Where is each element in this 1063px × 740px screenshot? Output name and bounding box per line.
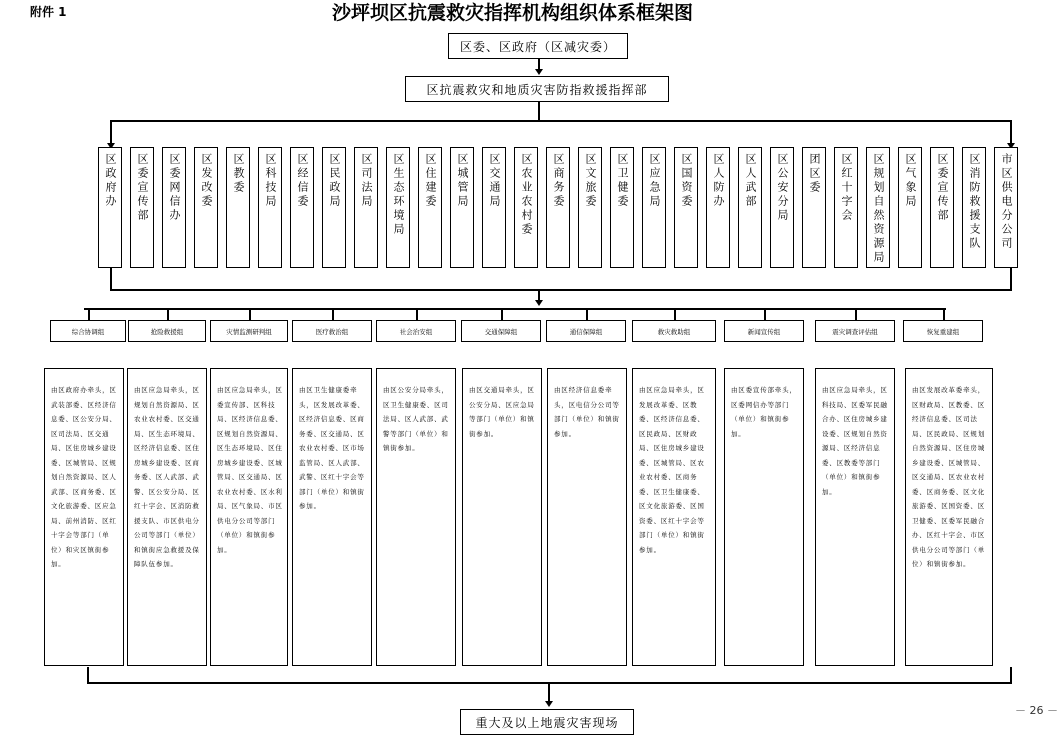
working-group-box: 社会治安组 <box>376 320 456 342</box>
department-label: 区卫健委 <box>616 153 629 209</box>
connector-line <box>943 308 945 320</box>
department-label: 区民政局 <box>328 153 341 209</box>
arrow-icon <box>535 300 543 306</box>
arrow-icon <box>545 701 553 707</box>
department-box <box>386 147 410 268</box>
connector-line <box>1010 268 1012 290</box>
department-label: 区商务委 <box>552 153 565 209</box>
group-detail-box: 由区政府办牵头，区武装部委、区经济信息委、区公安分局、区司法局、区交通局、区住房城乡建设委、区城管局、区规划自然资源局、区人武部、区商务委、区文化旅游委、区应急局、前州消防、区红十字会等部门（单位）和灾区镇街参加。 <box>44 368 124 666</box>
department-box <box>258 147 282 268</box>
department-label: 区委宣传部 <box>936 153 949 223</box>
department-box <box>930 147 954 268</box>
department-box <box>514 147 538 268</box>
department-box <box>418 147 442 268</box>
department-label: 区文旅委 <box>584 153 597 209</box>
department-label: 区教委 <box>232 153 245 195</box>
department-box <box>738 147 762 268</box>
attachment-label: 附件 1 <box>30 5 67 19</box>
working-group-box: 抢险救援组 <box>128 320 206 342</box>
department-box <box>546 147 570 268</box>
department-box <box>674 147 698 268</box>
connector-line <box>167 308 169 320</box>
department-label: 区交通局 <box>488 153 501 209</box>
department-box <box>130 147 154 268</box>
hq-box: 区抗震救灾和地质灾害防指救援指挥部 <box>405 76 669 102</box>
disaster-site-box: 重大及以上地震灾害现场 <box>460 709 634 735</box>
department-box <box>98 147 122 268</box>
connector-line <box>1010 120 1012 144</box>
department-box <box>610 147 634 268</box>
department-box <box>322 147 346 268</box>
department-label: 区司法局 <box>360 153 373 209</box>
department-label: 团区委 <box>808 153 821 195</box>
department-box <box>162 147 186 268</box>
group-detail-box: 由区发展改革委牵头，区财政局、区教委、区经济信息委、区司法局、区民政局、区规划自然资源局、区住房城乡建设委、区城管局、区交通局、区农业农村委、区商务委、区文化旅游委、区国资委、区卫健委、区委军民融合办、区红十字会、市区供电分公司等部门（单位）和镇街参加。 <box>905 368 993 666</box>
department-label: 区规划自然资源局 <box>872 153 885 265</box>
connector-line <box>855 308 857 320</box>
department-box <box>962 147 986 268</box>
working-group-box: 综合协调组 <box>50 320 126 342</box>
page-title: 沙坪坝区抗震救灾指挥机构组织体系框架图 <box>332 2 694 24</box>
department-box <box>578 147 602 268</box>
group-detail-box: 由区交通局牵头，区公安分局、区应急局等部门（单位）和镇街参加。 <box>462 368 542 666</box>
department-label: 区政府办 <box>104 153 117 209</box>
working-group-box: 震灾调查评估组 <box>815 320 895 342</box>
connector-line <box>110 268 112 290</box>
working-group-box: 通信保障组 <box>546 320 626 342</box>
connector-line <box>416 308 418 320</box>
department-label: 区生态环境局 <box>392 153 405 237</box>
working-group-box: 医疗救治组 <box>292 320 372 342</box>
department-box <box>706 147 730 268</box>
department-label: 区发改委 <box>200 153 213 209</box>
department-label: 区委网信办 <box>168 153 181 223</box>
working-group-box: 灾情监测研判组 <box>210 320 288 342</box>
working-group-box: 救灾救助组 <box>632 320 716 342</box>
department-label: 区委宣传部 <box>136 153 149 223</box>
department-box <box>994 147 1018 268</box>
working-group-box: 交通保障组 <box>461 320 541 342</box>
group-detail-box: 由区公安分局牵头，区卫生健康委、区司法局、区人武部、武警等部门（单位）和镇街参加。 <box>376 368 456 666</box>
department-label: 区公安分局 <box>776 153 789 223</box>
group-detail-box: 由区应急局牵头，区规划自然资源局、区农业农村委、区交通局、区生态环境局、区经济信息委、区住房城乡建设委、区商务委、区人武部、武警、区公安分局、区红十字会、区消防救援支队、市区供电分公司等部门（单位）和镇街应急救援及保障队伍参加。 <box>127 368 207 666</box>
working-group-box: 恢复重建组 <box>903 320 983 342</box>
department-box <box>354 147 378 268</box>
group-detail-box: 由区应急局牵头，区发展改革委、区教委、区经济信息委、区民政局、区财政局、区住房城乡建设委、区城管局、区农业农村委、区商务委、区卫生健康委、区文化旅游委、区国资委、区红十字会等部门（单位）和镇街参加。 <box>632 368 716 666</box>
department-label: 区国资委 <box>680 153 693 209</box>
department-label: 区应急局 <box>648 153 661 209</box>
department-box <box>802 147 826 268</box>
connector-line <box>586 308 588 320</box>
connector-line <box>1010 667 1012 683</box>
connector-line <box>88 308 90 320</box>
group-detail-box: 由区卫生健康委牵头，区发展改革委、区经济信息委、区商务委、区交通局、区农业农村委、区市场监管局、区人武部、武警、区红十字会等部门（单位）和镇街参加。 <box>292 368 372 666</box>
connector-line <box>87 682 1012 684</box>
connector-line <box>110 289 1012 291</box>
department-label: 区科技局 <box>264 153 277 209</box>
department-label: 市区供电分公司 <box>1000 153 1013 251</box>
connector-line <box>249 308 251 320</box>
department-label: 区经信委 <box>296 153 309 209</box>
connector-line <box>110 120 112 144</box>
department-box <box>770 147 794 268</box>
connector-line <box>84 308 946 310</box>
department-box <box>226 147 250 268</box>
connector-line <box>548 682 550 702</box>
department-box <box>450 147 474 268</box>
department-box <box>834 147 858 268</box>
connector-line <box>110 120 1010 122</box>
page-number: － 26 － <box>1015 704 1058 717</box>
department-box <box>194 147 218 268</box>
group-detail-box: 由区经济信息委牵头，区电信分公司等部门（单位）和镇街参加。 <box>547 368 627 666</box>
department-label: 区人防办 <box>712 153 725 209</box>
department-label: 区住建委 <box>424 153 437 209</box>
working-group-box: 新闻宣传组 <box>724 320 804 342</box>
department-label: 区城管局 <box>456 153 469 209</box>
group-detail-box: 由区委宣传部牵头，区委网信办等部门（单位）和镇街参加。 <box>724 368 804 666</box>
connector-line <box>332 308 334 320</box>
connector-line <box>538 102 540 120</box>
group-detail-box: 由区应急局牵头，区科技局、区委军民融合办、区住房城乡建设委、区规划自然资源局、区经济信息委、区教委等部门（单位）和镇街参加。 <box>815 368 895 666</box>
department-label: 区气象局 <box>904 153 917 209</box>
department-label: 区红十字会 <box>840 153 853 223</box>
group-detail-box: 由区应急局牵头，区委宣传部、区科技局、区经济信息委、区规划自然资源局、区生态环境局、区住房城乡建设委、区城管局、区交通局、区农业农村委、区水利局、区气象局、市区供电分公司等部门（单位）和镇街参加。 <box>210 368 288 666</box>
connector-line <box>87 667 89 683</box>
department-box <box>866 147 890 268</box>
department-box <box>642 147 666 268</box>
department-label: 区消防救援支队 <box>968 153 981 251</box>
connector-line <box>501 308 503 320</box>
top-authority-box: 区委、区政府（区减灾委） <box>448 33 628 59</box>
connector-line <box>764 308 766 320</box>
connector-line <box>674 308 676 320</box>
arrow-icon <box>535 69 543 75</box>
department-box <box>482 147 506 268</box>
department-label: 区农业农村委 <box>520 153 533 237</box>
department-box <box>290 147 314 268</box>
department-box <box>898 147 922 268</box>
department-label: 区人武部 <box>744 153 757 209</box>
